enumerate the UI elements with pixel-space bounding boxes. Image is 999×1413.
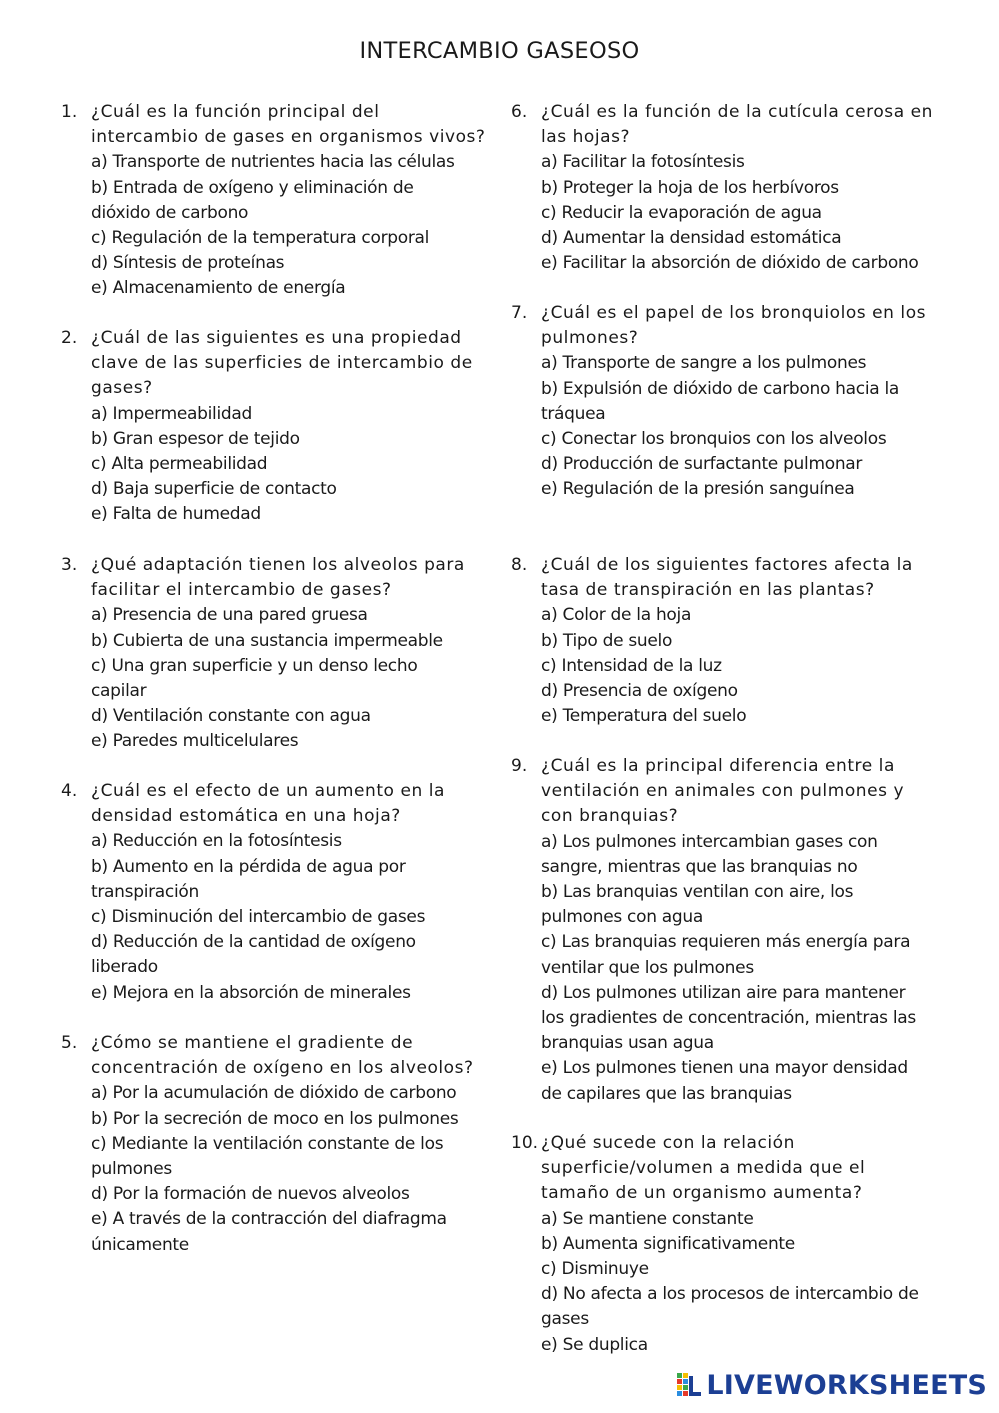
question-text: ¿Qué adaptación tienen los alveolos para bbox=[91, 555, 465, 575]
option: a) Por la acumulación de dióxido de carbono bbox=[91, 1083, 457, 1104]
question-text: concentración de oxígeno en los alveolos? bbox=[91, 1058, 474, 1079]
question-text: tasa de transpiración en las plantas? bbox=[541, 580, 875, 601]
question-number: 1. bbox=[61, 102, 78, 122]
question-text: clave de las superficies de intercambio de bbox=[91, 353, 473, 374]
option: d) Producción de surfactante pulmonar bbox=[541, 454, 863, 475]
question-text: ¿Cuál de las siguientes es una propiedad bbox=[91, 328, 462, 348]
option: e) Los pulmones tienen una mayor densidad bbox=[541, 1058, 908, 1079]
question-text: ¿Cuál es el efecto de un aumento en la bbox=[91, 781, 445, 801]
liveworksheets-branding[interactable] bbox=[677, 1368, 987, 1402]
option: e) Se duplica bbox=[541, 1334, 648, 1355]
option: e) Falta de humedad bbox=[91, 504, 261, 525]
question-text: intercambio de gases en organismos vivos? bbox=[91, 127, 486, 148]
option: c) Disminución del intercambio de gases bbox=[91, 907, 426, 928]
question-text: con branquias? bbox=[541, 806, 679, 827]
option: b) Aumento en la pérdida de agua por bbox=[91, 856, 406, 877]
option: a) Transporte de nutrientes hacia las células bbox=[91, 152, 455, 173]
option: tráquea bbox=[541, 403, 606, 424]
option: e) Temperatura del suelo bbox=[541, 706, 747, 727]
option: gases bbox=[541, 1309, 589, 1330]
option: dióxido de carbono bbox=[91, 202, 249, 223]
question-number: 10. bbox=[511, 1133, 539, 1153]
option: a) Impermeabilidad bbox=[91, 403, 252, 424]
question-9 bbox=[511, 754, 916, 1107]
option: c) Las branquias requieren más energía para bbox=[541, 932, 911, 953]
option: e) Almacenamiento de energía bbox=[91, 278, 346, 299]
question-1 bbox=[61, 100, 486, 302]
option: e) Facilitar la absorción de dióxido de carbono bbox=[541, 253, 919, 274]
option: d) Baja superficie de contacto bbox=[91, 479, 337, 500]
question-text: facilitar el intercambio de gases? bbox=[91, 580, 392, 601]
question-text: ¿Cómo se mantiene el gradiente de bbox=[91, 1033, 414, 1053]
liveworksheets-logo-icon bbox=[677, 1372, 703, 1398]
option: a) Color de la hoja bbox=[541, 605, 692, 626]
option: c) Alta permeabilidad bbox=[91, 454, 268, 475]
option: b) Gran espesor de tejido bbox=[91, 428, 300, 449]
option: d) Ventilación constante con agua bbox=[91, 706, 371, 727]
option: a) Reducción en la fotosíntesis bbox=[91, 831, 342, 852]
question-text: pulmones? bbox=[541, 328, 639, 349]
option: d) No afecta a los procesos de intercambio de bbox=[541, 1284, 919, 1305]
question-number: 7. bbox=[511, 303, 528, 323]
option: e) Paredes multicelulares bbox=[91, 731, 299, 752]
question-10 bbox=[511, 1131, 919, 1358]
option: sangre, mientras que las branquias no bbox=[541, 856, 858, 877]
option: transpiración bbox=[91, 881, 199, 902]
option: b) Las branquias ventilan con aire, los bbox=[541, 882, 854, 903]
option: de capilares que las branquias bbox=[541, 1083, 792, 1104]
option: a) Presencia de una pared gruesa bbox=[91, 605, 368, 626]
question-5 bbox=[61, 1031, 474, 1258]
question-text: ventilación en animales con pulmones y bbox=[541, 781, 905, 802]
question-text: ¿Cuál es el papel de los bronquiolos en los bbox=[541, 303, 927, 323]
question-text: ¿Cuál es la función de la cutícula cerosa en bbox=[541, 102, 933, 122]
question-8 bbox=[511, 553, 913, 729]
question-text: gases? bbox=[91, 378, 153, 399]
question-text: ¿Cuál es la función principal del bbox=[91, 102, 380, 122]
option: c) Intensidad de la luz bbox=[541, 655, 722, 676]
option: a) Se mantiene constante bbox=[541, 1208, 754, 1229]
question-number: 3. bbox=[61, 555, 78, 575]
question-text: superficie/volumen a medida que el bbox=[541, 1158, 866, 1179]
option: c) Disminuye bbox=[541, 1259, 649, 1280]
option: e) A través de la contracción del diafragma bbox=[91, 1209, 447, 1230]
question-number: 8. bbox=[511, 555, 528, 575]
option: b) Aumenta significativamente bbox=[541, 1233, 795, 1254]
question-number: 5. bbox=[61, 1033, 78, 1053]
question-number: 9. bbox=[511, 756, 528, 776]
question-text: ¿Cuál de los siguientes factores afecta la bbox=[541, 555, 913, 575]
option: a) Los pulmones intercambian gases con bbox=[541, 831, 878, 852]
question-number: 4. bbox=[61, 781, 78, 801]
option: pulmones con agua bbox=[541, 907, 703, 928]
option: c) Mediante la ventilación constante de los bbox=[91, 1133, 444, 1154]
option: b) Expulsión de dióxido de carbono hacia la bbox=[541, 378, 900, 399]
option: c) Regulación de la temperatura corporal bbox=[91, 228, 430, 249]
question-text: densidad estomática en una hoja? bbox=[91, 806, 401, 827]
option: capilar bbox=[91, 681, 147, 702]
page-title: INTERCAMBIO GASEOSO bbox=[359, 38, 640, 64]
option: d) Síntesis de proteínas bbox=[91, 253, 285, 274]
option: d) Aumentar la densidad estomática bbox=[541, 228, 842, 249]
question-text: las hojas? bbox=[541, 127, 631, 148]
option: d) Por la formación de nuevos alveolos bbox=[91, 1184, 410, 1205]
option: b) Proteger la hoja de los herbívoros bbox=[541, 177, 839, 198]
option: d) Reducción de la cantidad de oxígeno bbox=[91, 932, 416, 953]
option: liberado bbox=[91, 957, 158, 978]
option: b) Tipo de suelo bbox=[541, 630, 673, 651]
option: e) Mejora en la absorción de minerales bbox=[91, 982, 411, 1003]
option: b) Cubierta de una sustancia impermeable bbox=[91, 630, 443, 651]
question-3 bbox=[61, 553, 465, 755]
option: únicamente bbox=[91, 1234, 189, 1255]
option: los gradientes de concentración, mientras las bbox=[541, 1008, 916, 1029]
option: b) Por la secreción de moco en los pulmones bbox=[91, 1108, 459, 1129]
question-2 bbox=[61, 326, 473, 528]
option: ventilar que los pulmones bbox=[541, 957, 754, 978]
question-4 bbox=[61, 779, 445, 1006]
option: e) Regulación de la presión sanguínea bbox=[541, 479, 855, 500]
question-text: tamaño de un organismo aumenta? bbox=[541, 1183, 863, 1204]
option: a) Transporte de sangre a los pulmones bbox=[541, 353, 867, 374]
question-7 bbox=[511, 301, 926, 503]
option: c) Conectar los bronquios con los alveolos bbox=[541, 429, 887, 450]
option: d) Presencia de oxígeno bbox=[541, 681, 738, 702]
option: c) Una gran superficie y un denso lecho bbox=[91, 655, 418, 676]
option: d) Los pulmones utilizan aire para mantener bbox=[541, 982, 906, 1003]
option: b) Entrada de oxígeno y eliminación de bbox=[91, 177, 414, 198]
question-6 bbox=[511, 100, 933, 276]
option: pulmones bbox=[91, 1159, 172, 1180]
question-number: 6. bbox=[511, 102, 528, 122]
option: c) Reducir la evaporación de agua bbox=[541, 202, 822, 223]
question-text: ¿Cuál es la principal diferencia entre la bbox=[541, 756, 895, 776]
liveworksheets-logo-text: LIVEWORKSHEETS bbox=[706, 1369, 987, 1401]
option: a) Facilitar la fotosíntesis bbox=[541, 152, 745, 173]
question-number: 2. bbox=[61, 328, 78, 348]
option: branquias usan agua bbox=[541, 1033, 714, 1054]
question-text: ¿Qué sucede con la relación bbox=[541, 1133, 795, 1153]
